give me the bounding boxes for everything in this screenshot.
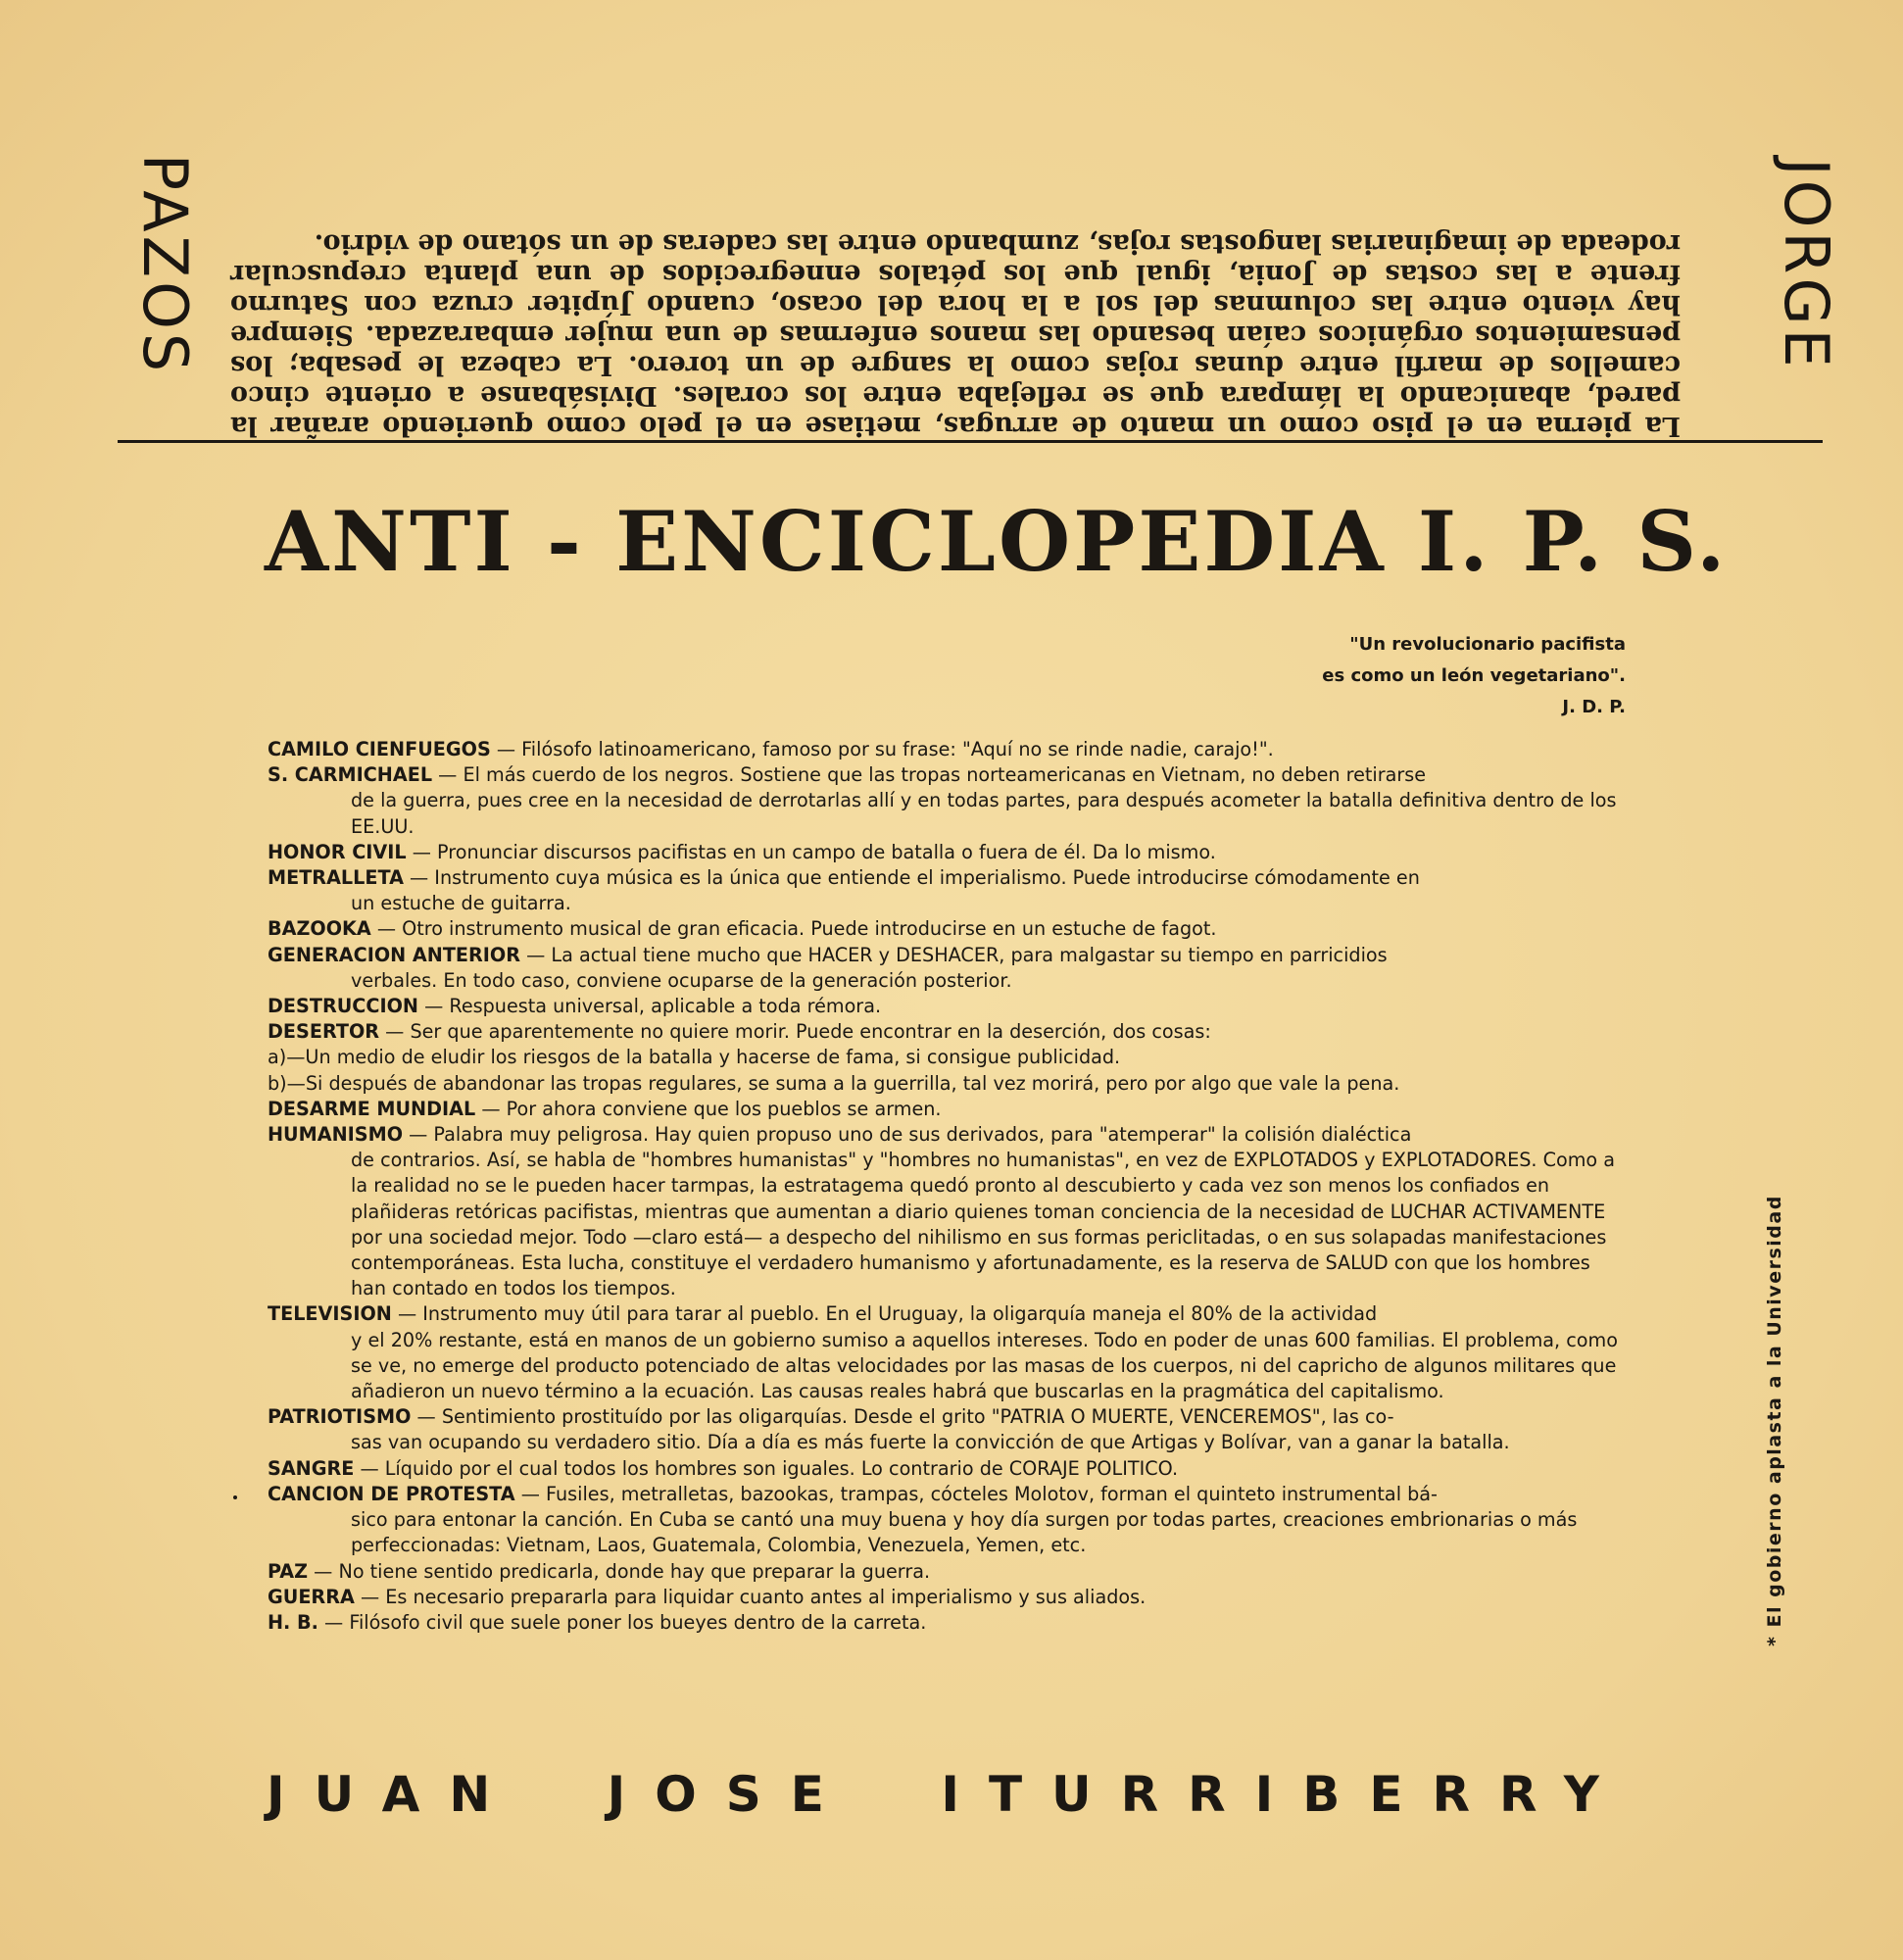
entry-definition: — Ser que aparentemente no quiere morir. Puede encontrar en la deserción, dos cosas:: [379, 1020, 1211, 1044]
upside-down-prose: [230, 147, 1681, 441]
entry-definition: — Palabra muy peligrosa. Hay quien propuso uno de sus derivados, para "atemperar" la colisión dialéctica: [403, 1123, 1412, 1147]
glossary-entry: [268, 1122, 1625, 1301]
epigraph-signature: J. D. P.: [1562, 697, 1626, 717]
glossary-entry: [268, 943, 1625, 994]
glossary-entry: [268, 916, 1625, 942]
epigraph-line: "Un revolucionario pacifista: [1349, 634, 1626, 655]
author-word: ITURRIBERRY: [941, 1766, 1629, 1823]
entry-definition: — Instrumento muy útil para tarar al pueblo. En el Uruguay, la oligarquía maneja el 80% de la actividad: [391, 1302, 1378, 1326]
entry-definition: — Respuesta universal, aplicable a toda rémora.: [417, 995, 882, 1018]
entry-definition: — Pronunciar discursos pacifistas en un campo de batalla o fuera de él. Da lo mismo.: [406, 840, 1216, 863]
entry-continuation: sico para entonar la canción. En Cuba se cantó una muy buena y hoy día surgen por todas partes, creaciones embrionarias o más perfeccionadas: Vietnam, Laos, Guatemala, Colombia, Venezuela, Yemen, etc.: [351, 1508, 1578, 1557]
entry-term: TELEVISION: [268, 1302, 392, 1326]
entry-term: DESERTOR: [268, 1020, 380, 1044]
entry-definition: — No tiene sentido predicarla, donde hay que preparar la guerra.: [308, 1559, 931, 1583]
entry-continuation: de contrarios. Así, se habla de "hombres humanistas" y "hombres no humanistas", en vez de EXPLOTADOS y EXPLOTADORES. Como a la realidad no se le pueden hacer tarmpas, la estratagema quedó pronto al descubierto y cada vez son menos los confiados en plañideras retóricas pacifistas, mientras que aumentan a diario quienes toman conciencia de la necesidad de LUCHAR ACTIVAMENTE por una sociedad mejor. Todo —claro está— a despecho del nihilismo en sus formas periclitadas, o en sus solapadas manifestaciones contemporáneas. Esta lucha, constituye el verdadero humanismo y afortunadamente, es la reserva de SALUD con que los hombres han contado en todos los tiempos.: [351, 1149, 1616, 1300]
glossary-entry: [268, 1301, 1625, 1404]
entry-term: DESTRUCCION: [268, 995, 418, 1018]
upside-down-paragraph: La pierna en el piso como un manto de arrugas, metiase en el pelo como queriendo arañar la pared, abanicando la lámpara que se reflejaba entre los corales. Divisábanse a oriente cinco camellos de marfil entre dunas rojas como la sangre de un torero. La cabeza le pesaba; los pensamientos orgánicos caían besando las manos enfermas de una mujer embarazada. Siempre hay viento entre las columnas del sol a la hora del ocaso, cuando Júpiter cruza con Saturno frente a las costas de Jonia, igual que los pétalos ennegrecidos de una planta crepuscular rodeada de imaginarias langostas rojas, zumbando entre las caderas de un sótano de vidrio.: [230, 228, 1681, 441]
entry-sub-item: a)—Un medio de eludir los riesgos de la batalla y hacerse de fama, si consigue publicidad.: [268, 1046, 1121, 1069]
entry-term: METRALLETA: [268, 866, 404, 890]
entry-continuation: y el 20% restante, está en manos de un gobierno sumiso a aquellos intereses. Todo en poder de unas 600 familias. El problema, como se ve, no emerge del producto potenciado de altas velocidades por las masas de los cuerpos, ni del capricho de algunos militares que añadieron un nuevo término a la ecuación. Las causas reales habrá que buscarlas en la pragmática del capitalismo.: [351, 1328, 1618, 1403]
author-word: JUAN: [267, 1766, 520, 1823]
glossary-entry: [268, 1482, 1625, 1559]
entry-continuation: verbales. En todo caso, conviene ocuparse de la generación posterior.: [351, 968, 1012, 992]
entry-term: SANGRE: [268, 1456, 355, 1480]
glossary-entry: [268, 1610, 1625, 1636]
glossary-entry: [268, 865, 1625, 916]
side-name-left: PAZOS: [129, 153, 201, 376]
glossary-entries: [268, 737, 1625, 1636]
entry-term: H. B.: [268, 1610, 318, 1634]
author-name: [267, 1766, 1629, 1823]
entry-continuation: sas van ocupando su verdadero sitio. Día a día es más fuerte la convicción de que Artigas y Bolívar, van a ganar la batalla.: [351, 1431, 1510, 1454]
ink-dot: [233, 1495, 237, 1499]
entry-definition: — Líquido por el cual todos los hombres son iguales. Lo contrario de CORAJE POLITICO.: [354, 1456, 1179, 1480]
entry-term: PAZ: [268, 1559, 309, 1583]
entry-definition: — La actual tiene mucho que HACER y DESHACER, para malgastar su tiempo en parricidios: [520, 943, 1388, 966]
side-note: * El gobierno aplasta a la Universidad: [1764, 1195, 1785, 1646]
glossary-entry: [268, 1404, 1625, 1455]
entry-definition: — Es necesario prepararla para liquidar cuanto antes al imperialismo y sus aliados.: [354, 1585, 1147, 1608]
glossary-entry: [268, 737, 1625, 762]
glossary-entry: [268, 840, 1625, 865]
entry-definition: — Sentimiento prostituído por las oligarquías. Desde el grito "PATRIA O MUERTE, VENCEREMOS", las co-: [411, 1405, 1394, 1429]
horizontal-divider: [118, 440, 1823, 443]
entry-definition: — Fusiles, metralletas, bazookas, trampas, cócteles Molotov, forman el quinteto instrumental bá-: [514, 1482, 1438, 1505]
entry-term: GUERRA: [268, 1585, 355, 1608]
glossary-entry: [268, 1019, 1625, 1097]
epigraph: [1116, 629, 1626, 723]
entry-term: S. CARMICHAEL: [268, 763, 433, 787]
side-name-right: JORGE: [1771, 158, 1842, 371]
entry-continuation: de la guerra, pues cree en la necesidad de derrotarlas allí y en todas partes, para después acometer la batalla definitiva dentro de los EE.UU.: [351, 789, 1617, 838]
entry-definition: — Instrumento cuya música es la única que entiende el imperialismo. Puede introducirse cómodamente en: [403, 866, 1420, 890]
entry-term: GENERACION ANTERIOR: [268, 943, 521, 966]
glossary-entry: [268, 994, 1625, 1019]
entry-term: PATRIOTISMO: [268, 1405, 412, 1429]
glossary-entry: [268, 762, 1625, 840]
entry-definition: — Filósofo latinoamericano, famoso por su frase: "Aquí no se rinde nadie, carajo!".: [490, 738, 1274, 760]
article-title: ANTI - ENCICLOPEDIA I. P. S.: [265, 493, 1729, 590]
entry-term: CANCION DE PROTESTA: [268, 1482, 515, 1505]
entry-definition: — Por ahora conviene que los pueblos se armen.: [475, 1097, 942, 1120]
entry-continuation: un estuche de guitarra.: [351, 892, 571, 915]
entry-sub-item: b)—Si después de abandonar las tropas regulares, se suma a la guerrilla, tal vez morirá, pero por algo que vale la pena.: [268, 1071, 1400, 1095]
entry-definition: — Otro instrumento musical de gran eficacia. Puede introducirse en un estuche de fagot.: [370, 917, 1217, 941]
entry-term: HONOR CIVIL: [268, 840, 407, 863]
entry-term: HUMANISMO: [268, 1123, 404, 1147]
epigraph-line: es como un león vegetariano".: [1322, 665, 1626, 686]
entry-term: BAZOOKA: [268, 917, 371, 941]
entry-term: CAMILO CIENFUEGOS: [268, 738, 491, 760]
glossary-entry: [268, 1456, 1625, 1482]
entry-definition: — Filósofo civil que suele poner los bueyes dentro de la carreta.: [317, 1610, 927, 1634]
glossary-entry: [268, 1585, 1625, 1610]
entry-term: DESARME MUNDIAL: [268, 1097, 476, 1120]
entry-definition: — El más cuerdo de los negros. Sostiene que las tropas norteamericanas en Vietnam, no deben retirarse: [432, 763, 1427, 787]
author-word: JOSE: [607, 1766, 854, 1823]
glossary-entry: [268, 1559, 1625, 1585]
glossary-entry: [268, 1097, 1625, 1122]
